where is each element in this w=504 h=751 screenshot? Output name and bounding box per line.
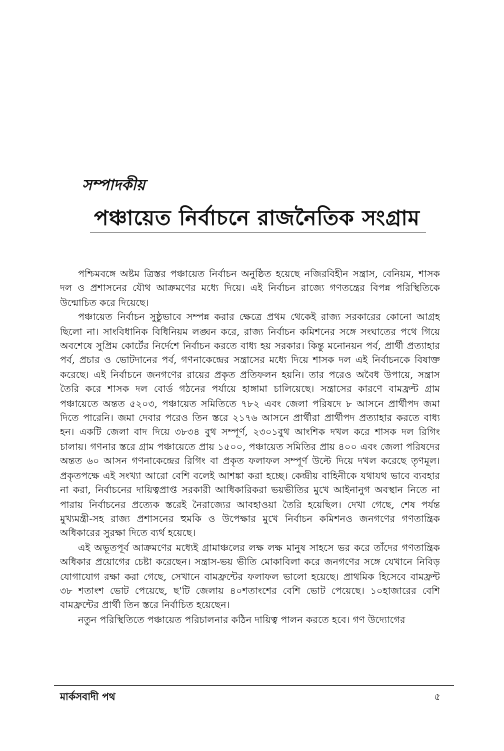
paragraph: পঞ্চায়েত নির্বাচন সুষ্ঠুভাবে সম্পন্ন করার ক্ষেত্রে প্রথম থেকেই রাজ্য সরকারের কোনো আগ্রহ ছিলো না। সাংবিধানিক বিধিনিয়ম লঙ্ঘন করে, রাজ্য নির্বাচন কমিশনের সঙ্গে সংঘাতের পথে গিয়ে অবশেষে সুপ্রিম কোর্টের নির্দেশে নির্বাচন করতে বাধ্য হয় সরকার। কিন্তু মনোনয়ন পর্ব, প্রার্থী প্রত্যাহার পর্ব, প্রচার ও ভোটদানের পর্ব, গণনাকেন্দ্রের সন্ত্রাসের মধ্যে দিয়ে শাসক দল এই নির্বাচনকে বিষাক্ত করেছে। এই নির্বাচনে জনগণের রায়ের প্রকৃত প্রতিফলন হয়নি। তার পরেও অবৈধ উপায়ে, সন্ত্রাস তৈরি করে শাসক দল বোর্ড গঠনের পর্যায়ে হাঙ্গামা চালিয়েছে। সন্ত্রাসের কারণে বামফ্রন্ট গ্রাম পঞ্চায়েতে অন্তত ৫২০৩, পঞ্চায়েত সমিতিতে ৭৮২ এবং জেলা পরিষদে ৮ আসনে প্রার্থীপদ জমা দিতে পারেনি। জমা দেবার পরেও তিন স্তরে ২১৭৬ আসনে প্রার্থীরা প্রার্থীপদ প্রত্যাহার করতে বাধ্য হন। একটি জেলা বাদ দিয়ে ৩৮৩৪ বুথ সম্পূর্ণ, ২৩০১বুথ আংশিক দখল করে শাসক দল রিগিং চালায়। গণনার স্তরে গ্রাম পঞ্চায়েতে প্রায় ১৫০০, পঞ্চায়েত সমিতির প্রায় ৪০০ এবং জেলা পরিষদের অন্তত ৬০ আসন গণনাকেন্দ্রের রিগিং বা প্রকৃত ফলাফল সম্পূর্ণ উল্টে দিয়ে দখল করেছে তৃণমূল। প্রকৃতপক্ষে এই সংখ্যা আরো বেশি বলেই আশঙ্কা করা হচ্ছে। কেন্দ্রীয় বাহিনীকে যথাযথ ভাবে ব্যবহার না করা, নির্বাচনের দায়িত্বপ্রাপ্ত সরকারী আধিকারিকরা ভয়ভীতির মুখে আইনানুগ অবস্থান নিতে না পারায় নির্বাচনের প্রত্যেক স্তরেই নৈরাজ্যের আবহাওয়া তৈরি হয়েছিল। দেখা গেছে, শেষ পর্যন্ত মুখ্যমন্ত্রী-সহ রাজ্য প্রশাসনের হুমকি ও উপেক্ষার মুখে নির্বাচন কমিশনও জনগণের গণতান্ত্রিক অধিকারের সুরক্ষা দিতে ব্যর্থ হয়েছে। xyxy=(60,312,440,540)
article-body xyxy=(60,268,440,656)
section-label: সম্পাদকীয় xyxy=(82,176,146,194)
page-number: ৫ xyxy=(434,692,441,703)
footer-divider xyxy=(54,685,454,686)
paragraph: এই অভূতপূর্ব আক্রমণের মধ্যেই গ্রামাঞ্চলের লক্ষ লক্ষ মানুষ সাহসে ভর করে তাঁদের গণতান্ত্রিক অধিকার প্রয়োগের চেষ্টা করেছেন। সন্ত্রাস-ভয় ভীতি মোকাবিলা করে জনগণের সঙ্গে যেখানে নিবিড় যোগাযোগ রক্ষা করা গেছে, সেখানে বামফ্রন্টের ফলাফল ভালো হয়েছে। প্রাথমিক হিসেবে বামফ্রন্ট ৩৮ শতাংশ ভোট পেয়েছে, ছ'টি জেলায় ৪০শতাংশের বেশি ভোট পেয়েছে। ১০হাজারের বেশি বামফ্রন্টের প্রার্থী তিন স্তরে নির্বাচিত হয়েছেন। xyxy=(60,542,440,612)
publication-name: মার্কসবাদী পথ xyxy=(60,692,116,703)
paragraph: নতুন পরিস্থিতিতে পঞ্চায়েত পরিচালনার কঠিন দায়িত্ব পালন করতে হবে। গণ উদ্যোগের xyxy=(78,614,406,626)
title-divider xyxy=(90,232,426,233)
paragraph: পশ্চিমবঙ্গে অষ্টম ত্রিস্তর পঞ্চায়েত নির্বাচন অনুষ্ঠিত হয়েছে নজিরবিহীন সন্ত্রাস, বেনিয়ম, শাসক দল ও প্রশাসনের যৌথ আক্রমণের মধ্যে দিয়ে। এই নির্বাচন রাজ্যে গণতন্ত্রের বিপন্ন পরিস্থিতিকে উন্মোচিত করে দিয়েছে। xyxy=(60,269,440,309)
article-title: পঞ্চায়েত নির্বাচনে রাজনৈতিক সংগ্রাম xyxy=(94,205,420,230)
